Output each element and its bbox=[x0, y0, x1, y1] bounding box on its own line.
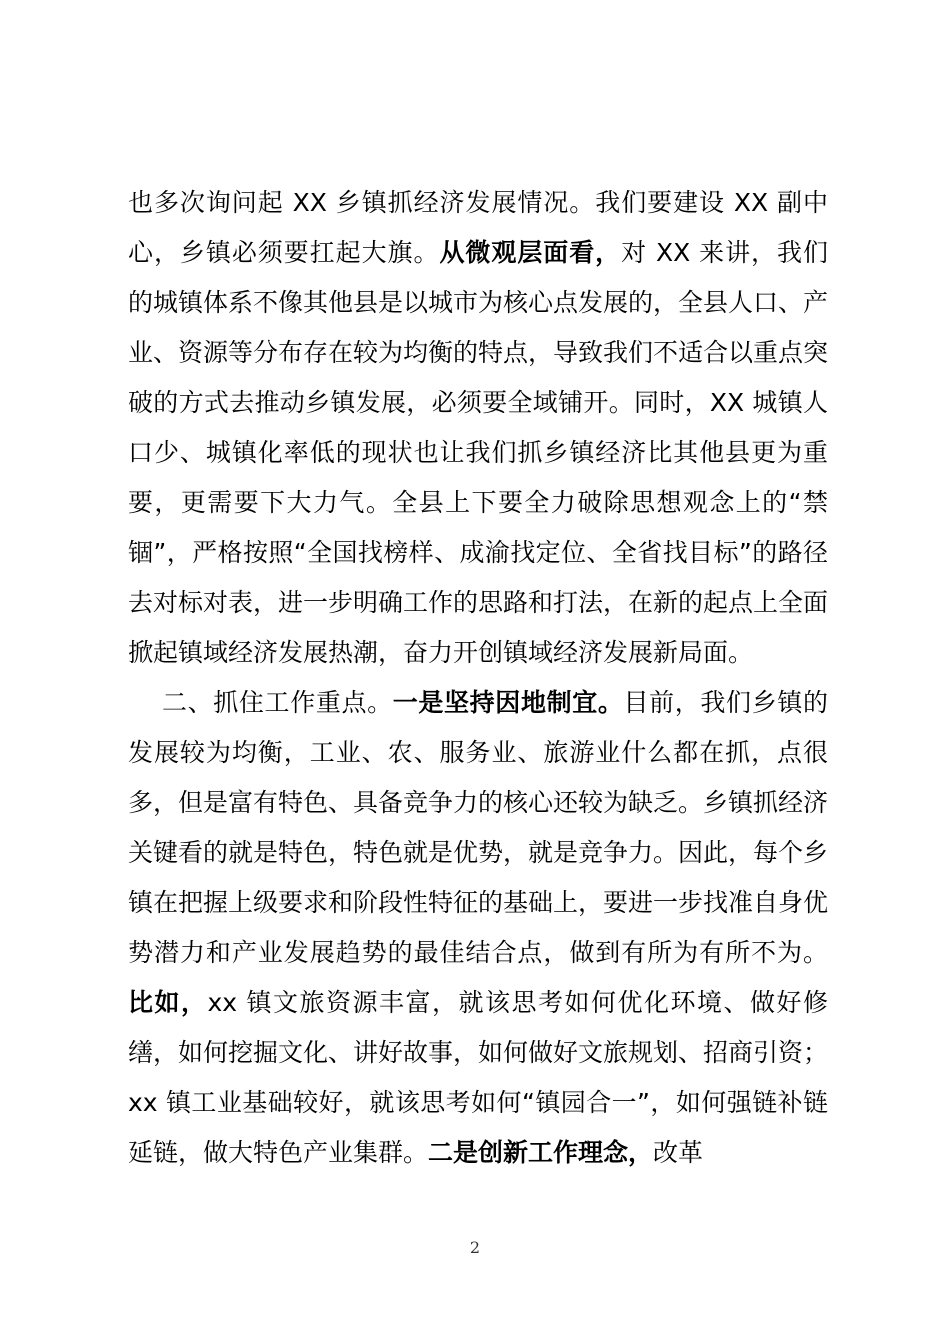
text-run: 对 XX 来讲，我们的城镇体系不像其他县是以城市为核心点发展的，全县人口、产业、资源等分布存在较为均衡的特点，导致我们不适合以重点突破的方式去推动乡镇发展，必须要全域铺开。同时，XX 城镇人口少、城镇化率低的现状也让我们抓乡镇经济比其他县更为重要，更需要下大力气。全县上下要全力破除思想观念上的“禁锢”，严格按照“全国找榜样、成渝找定位、全省找目标”的路径去对标对表，进一步明确工作的思路和打法，在新的起点上全面掀起镇域经济发展热潮，奋力开创镇域经济发展新局面。 bbox=[128, 238, 829, 667]
paragraph bbox=[128, 678, 828, 1178]
text-run: 也多次询问起 XX 乡镇抓经济发展情况。我们要建设 XX 副中心，乡镇必须要扛起大旗。 bbox=[128, 188, 828, 267]
text-run: 改革 bbox=[653, 1138, 704, 1167]
bold-heading-run: 二是创新工作理念， bbox=[428, 1138, 654, 1167]
bold-heading-run: 比如， bbox=[128, 988, 208, 1017]
bold-heading-run: 一是坚持因地制宜。 bbox=[392, 688, 624, 717]
page-number: 2 bbox=[469, 1238, 481, 1257]
body-text bbox=[128, 178, 828, 1178]
text-run: 目前，我们乡镇的发展较为均衡，工业、农、服务业、旅游业什么都在抓，点很多，但是富有特色、具备竞争力的核心还较为缺乏。乡镇抓经济关键看的就是特色，特色就是优势，就是竞争力。因此，每个乡镇在把握上级要求和阶段性特征的基础上，要进一步找准自身优势潜力和产业发展趋势的最佳结合点，做到有所为有所不为。 bbox=[128, 688, 829, 967]
paragraph bbox=[128, 178, 828, 678]
bold-heading-run: 从微观层面看， bbox=[439, 238, 622, 267]
text-run: xx 镇文旅资源丰富，就该思考如何优化环境、做好修缮，如何挖掘文化、讲好故事，如何做好文旅规划、招商引资；xx 镇工业基础较好，就该思考如何“镇园合一”，如何强链补链延链，做大特色产业集群。 bbox=[128, 988, 829, 1167]
section-heading-run: 二、抓住工作重点。 bbox=[162, 688, 393, 717]
